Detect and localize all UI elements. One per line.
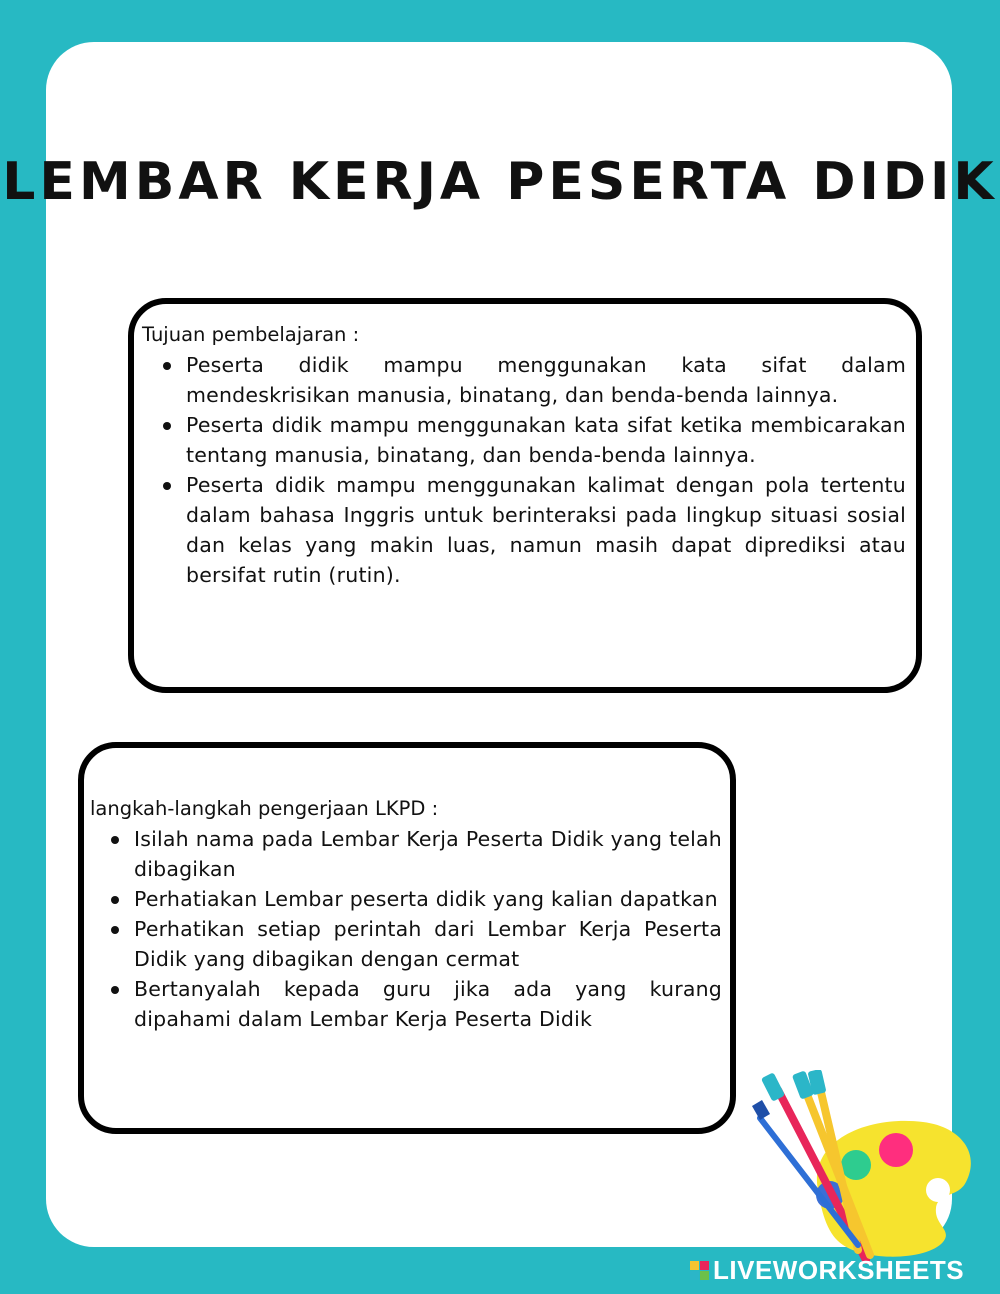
steps-heading: langkah-langkah pengerjaan LKPD : [90, 797, 439, 820]
objectives-list [142, 350, 906, 590]
paint-dot-pink [879, 1133, 913, 1167]
brand-text: LIVEWORKSHEETS [713, 1254, 965, 1285]
list-item: Isilah nama pada Lembar Kerja Peserta Didik yang telah dibagikan [134, 824, 722, 884]
list-item: Bertanyalah kepada guru jika ada yang kurang dipahami dalam Lembar Kerja Peserta Didik [134, 974, 722, 1034]
page-title: LEMBAR KERJA PESERTA DIDIK [2, 152, 998, 212]
list-item: Peserta didik mampu menggunakan kata sifat dalam mendeskrisikan manusia, binatang, dan benda-benda lainnya. [186, 350, 906, 410]
objectives-box [128, 298, 922, 693]
list-item: Peserta didik mampu menggunakan kalimat dengan pola tertentu dalam bahasa Inggris untuk berinteraksi pada lingkup situasi sosial dan kelas yang makin luas, namun masih dapat diprediksi atau bersifat rutin (rutin). [186, 470, 906, 590]
list-item: Perhatikan setiap perintah dari Lembar Kerja Peserta Didik yang dibagikan dengan cermat [134, 914, 722, 974]
list-item: Peserta didik mampu menggunakan kata sifat ketika membicarakan tentang manusia, binatang, dan benda-benda lainnya. [186, 410, 906, 470]
steps-box [78, 742, 736, 1134]
steps-list [90, 824, 722, 1034]
paint-dot-green [841, 1150, 871, 1180]
liveworksheets-logo-icon [690, 1261, 709, 1280]
objectives-heading: Tujuan pembelajaran : [142, 323, 360, 346]
list-item: Perhatiakan Lembar peserta didik yang kalian dapatkan [134, 884, 722, 914]
paint-dot-white [926, 1178, 950, 1202]
liveworksheets-branding [690, 1255, 964, 1285]
paint-palette-brushes-icon [748, 1070, 980, 1270]
